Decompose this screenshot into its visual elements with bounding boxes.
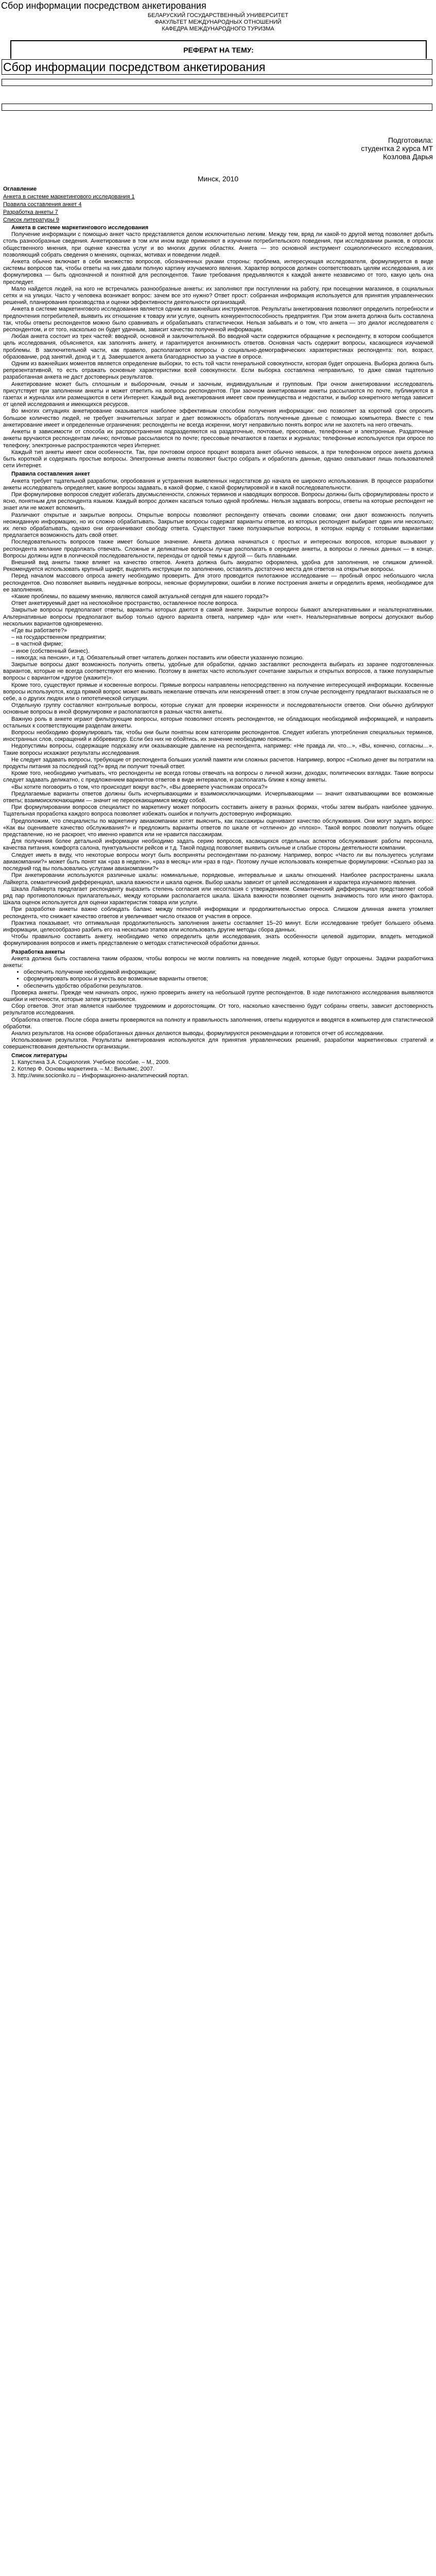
paragraph: Анкеты в зависимости от способа их распространения подразделяются на раздаточные, почтовые, прессовые, телефонные и электронные. Раздаточные анкеты вручаются респондентам лично; почтовые рассылаются по почте; прессовые печатаются в газетах и журналах; телефонные используются при опросе по телефону; электронные распространяются через Интернет. xyxy=(3,429,433,449)
list-item: • сформулировать вопросы и учесть все возможные варианты ответов; xyxy=(24,976,433,982)
paragraph: Ответ анкетируемый дает на неспокойное пространство, оставленное после вопроса. xyxy=(11,600,238,607)
paragraph: «Какие проблемы, по вашему мнению, являются самой актуальной сегодня для нашего города?» xyxy=(11,593,269,600)
paragraph: Любая анкета состоит из трех частей: вводной, основной и заключительной. Во вводной части содержится обращение к респонденту, в котором сообщается цель исследования, объясняется, как заполнять анкету, и гарантируется анонимность ответов. Основная часть содержит вопросы, касающиеся изучаемой проблемы. В заключительной части, как правило, располагаются вопросы о социально-демографических характеристиках респондента: пол, возраст, образование, род занятий, доход и т. д. Завершается анкета благодарностью за участие в опросе. xyxy=(3,333,433,360)
list-item: • обеспечить получение необходимой информации; xyxy=(24,969,433,976)
university-line: БЕЛАРУСКИЙ ГОСУДАРСТВЕННЫЙ УНИВЕРСИТЕТ xyxy=(147,12,289,19)
paragraph: Чтобы правильно составить анкету, необходимо четко определить цели исследования, знать особенности целевой аудитории, владеть методикой формулирования вопросов и иметь представление о методах статистической обработки данных. xyxy=(3,934,433,947)
paragraph: Анкета обычно включает в себя множество вопросов, обозначенных руками стороны: проблема, интересующая исследователя, формулируется в виде системы вопросов так, чтобы ответы на них давали полную картину изучаемого явления. Характер вопросов должен соответствовать целям исследования, а их формулировка — быть однозначной и понятной для респондентов. Такие требования предъявляются к каждой анкете независимо от того, какую цель она преследует. xyxy=(3,259,433,285)
university-header xyxy=(0,12,436,32)
paragraph: Внешний вид анкеты также влияет на качество ответов. Анкета должна быть аккуратно оформлена, удобна для заполнения, не слишком длинной. Рекомендуется использовать крупный шрифт, выделять инструкции по заполнению, оставлять достаточно места для ответов на открытые вопросы. xyxy=(3,559,433,573)
list-item: • обеспечить удобство обработки результатов. xyxy=(24,983,433,990)
frame-rule-bottom xyxy=(2,104,432,111)
paragraph: Проверка анкеты. Прежде чем начинать опрос, нужно проверить анкету на небольшой группе респондентов. В ходе пилотажного исследования выявляются ошибки и неточности, которые затем устраняются. xyxy=(3,989,433,1003)
paragraph: Закрытые вопросы дают возможность получить ответы, удобные для обработки, однако заставляют респондента выбирать из заранее подготовленных вариантов, которые не всегда соответствуют его мнению. Поэтому в анкетах часто используют сочетание закрытых и открытых вопросов, а также полузакрытые вопросы с вариантом «другое (укажите)». xyxy=(3,662,433,682)
paragraph: Сбор ответов. Этот этап является наиболее трудоемким и дорогостоящим. От того, насколько качественно будут собраны ответы, зависит достоверность результатов исследования. xyxy=(3,1003,433,1016)
paragraph: – иное (собственный бизнес). xyxy=(11,648,90,654)
paragraph: Вопросы необходимо формулировать так, чтобы они были понятны всем категориям респондентов. Следует избегать употребления специальных терминов, иностранных слов, сокращений и аббревиатур. Если без них не обойтись, их значение необходимо пояснить. xyxy=(3,730,433,743)
paragraph: Закрытые вопросы предполагают ответы, варианты которых даются в самой анкете. Закрытые вопросы бывают альтернативными и неальтернативными. Альтернативные вопросы предполагают выбор только одного варианта ответа, например «да» или «нет». Неальтернативные вопросы допускают выбор нескольких вариантов одновременно. xyxy=(3,607,433,627)
author-name: Козлова Дарья xyxy=(382,152,433,161)
paragraph: Обработка ответов. После сбора анкеты проверяются на полноту и правильность заполнения, ответы кодируются и вводятся в компьютер для статистической обработки. xyxy=(3,1016,433,1030)
city-year: Минск, 2010 xyxy=(197,175,239,183)
reference-item: 2. Котлер Ф. Основы маркетинга. – М.: Вильямс, 2007. xyxy=(11,1065,155,1072)
table-of-contents xyxy=(3,185,135,224)
paragraph: – на государственном предприятии; xyxy=(11,634,106,641)
paragraph: При анкетировании используются различные шкалы: номинальные, порядковые, интервальные и шкалы отношений. Наиболее распространены шкала Лайкерта, семантический дифференциал, шкала важности и шкала оценок. Выбор шкалы зависит от целей исследования и характера изучаемого явления. xyxy=(3,872,433,886)
paragraph: Во многих ситуациях анкетирование оказывается наиболее эффективным способом получения информации: оно позволяет за короткий срок опросить большое количество людей, не требует значительных затрат и дает возможность обработать полученные данные с помощью компьютера. Вместе с тем анкетирование имеет и определенные ограничения: респонденты не всегда искренни, могут неправильно понять вопрос или не захотеть на него отвечать. xyxy=(3,408,433,428)
paragraph: Анкета требует тщательной разработки, опробования и устранения выявленных недостатков до начала ее широкого использования. В процессе разработки анкеты исследователь определяет, какие вопросы задавать, в какой форме, с какой формулировкой и в какой последовательности. xyxy=(3,478,433,491)
author-group: студентка 2 курса МТ xyxy=(361,144,433,152)
toc-link[interactable]: Анкета в системе маркетингового исследования 1 xyxy=(3,194,135,200)
section-heading: Анкета в системе маркетингового исследования xyxy=(11,225,149,231)
paragraph: «Вы хотите поговорить о том, что происходит вокруг вас?», «Вы доверяете участникам опроса?» xyxy=(11,784,268,790)
paragraph: Каждый тип анкеты имеет свои особенности. Так, при почтовом опросе процент возврата анкет обычно невысок, а при телефонном опросе анкета должна быть короткой и содержать простые вопросы. Электронные анкеты позволяют быстро собрать и обработать данные, однако охватывают лишь пользователей сети Интернет. xyxy=(3,449,433,469)
paragraph: – никогда; на пенсии», и т.д. Обязательный ответ читатель должен поставить или обвести указанную позицию. xyxy=(11,654,304,661)
paragraph: Мало найдется людей, на кого не встречались разнообразные анкеты: их заполняют при поступлении на работу, при посещении магазинов, в социальных сетях и на улицах. Часто у человека возникает вопрос: зачем все это нужно? Ответ прост: собранная информация используется для принятия управленческих решений, планирования производства и оценки эффективности деятельности организаций. xyxy=(3,285,433,306)
paragraph: Использование результатов. Результаты анкетирования используются для принятия управленческих решений, разработки маркетинговых стратегий и совершенствования деятельности организации. xyxy=(3,1037,433,1050)
paragraph: Шкала Лайкерта предлагает респонденту выразить степень согласия или несогласия с утверждением. Семантический дифференциал представляет собой ряд пар противоположных прилагательных, между которыми располагается шкала. Шкала важности позволяет оценить значимость того или иного фактора. Шкала оценок используется для оценки характеристик товара или услуги. xyxy=(3,886,433,906)
department-line: КАФЕДРА МЕЖДУНАРОДНОГО ТУРИЗМА xyxy=(162,26,274,32)
paragraph: Анкетирование может быть сплошным и выборочным, очным и заочным, индивидуальным и групповым. При очном анкетировании исследователь присутствует при заполнении анкеты и может ответить на вопросы респондентов. При заочном анкетировании анкеты рассылаются по почте, публикуются в газетах и журналах или размещаются в сети Интернет. Каждый вид анкетирования имеет свои преимущества и недостатки, и выбор конкретного метода зависит от целей исследования и имеющихся ресурсов. xyxy=(3,381,433,408)
paragraph: Анализ результатов. На основе обработанных данных делаются выводы, формулируются рекомендации и готовится отчет об исследовании. xyxy=(11,1030,385,1037)
paragraph: Недопустимы вопросы, содержащие подсказку или оказывающие давление на респондента, например: «Не правда ли, что…», «Вы, конечно, согласны…». Такие вопросы искажают результаты исследования. xyxy=(3,743,433,756)
paragraph: Анкета в системе маркетингового исследования является одним из важнейших инструментов. Результаты анкетирования позволяют определить потребности и предпочтения потребителей, выявить их отношение к товару или услуге, оценить конкурентоспособность предприятия. При этом анкета должна быть составлена так, чтобы ответы респондентов можно было сравнивать и обрабатывать статистически. Нельзя забывать и о том, что анкета — это диалог исследователя с респондентом, и от того, насколько он будет удачным, зависит качество полученной информации. xyxy=(3,306,433,333)
paragraph: При разработке анкеты важно соблюдать баланс между полнотой информации и продолжительностью опроса. Слишком длинная анкета утомляет респондента, что снижает качество ответов и увеличивает число отказов от участия в опросе. xyxy=(3,906,433,920)
paragraph: Предлагаемые варианты ответов должны быть исчерпывающими и взаимоисключающими. Исчерпывающими — значит охватывающими все возможные ответы; взаимоисключающими — значит не пересекающимися между собой. xyxy=(3,790,433,804)
paragraph: Отдельную группу составляют контрольные вопросы, которые служат для проверки искренности и последовательности ответов. Они обычно дублируют основные вопросы в иной формулировке и располагаются в разных частях анкеты. xyxy=(3,702,433,716)
paragraph: Кроме того, существуют прямые и косвенные вопросы. Прямые вопросы направлены непосредственно на получение интересующей информации. Косвенные вопросы используются, когда прямой вопрос может вызвать нежелание отвечать или неискренний ответ: в этом случае респонденту предлагают высказаться не о себе, а о других людях или о гипотетической ситуации. xyxy=(3,682,433,702)
toc-link[interactable]: Список литературы 9 xyxy=(3,217,59,223)
essay-topic: Сбор информации посредством анкетирования xyxy=(2,59,432,75)
paragraph: При формулировке вопросов следует избегать двусмысленности, сложных терминов и наводящих вопросов. Вопросы должны быть сформулированы просто и ясно, понятным для респондента языком. Каждый вопрос должен касаться только одной проблемы. Нельзя задавать вопросы, ответы на которые респондент не знает или не может вспомнить. xyxy=(3,491,433,512)
document-title: Сбор информации посредством анкетирования xyxy=(1,1,206,11)
section-heading: Разработка анкеты xyxy=(11,948,65,955)
reference-item: 1. Капустина З.А. Социология. Учебное пособие. – М., 2009. xyxy=(11,1059,170,1065)
paragraph: Для получения более детальной информации необходимо задать серию вопросов, касающихся отдельных аспектов обслуживания: работы персонала, качества питания, комфорта салона, пунктуальности рейсов и т.д. Такой подход позволяет выявить сильные и слабые стороны деятельности компании. xyxy=(3,838,433,852)
bullet-list xyxy=(3,969,433,990)
faculty-line: ФАКУЛЬТЕТ МЕЖДУНАРОДНЫХ ОТНОШЕНИЙ xyxy=(154,19,282,25)
paragraph: При формулировании вопросов специалист по маркетингу может попросить составить анкету в разных формах, чтобы затем выбрать наиболее удачную. Тщательная проработка каждого вопроса позволяет избежать ошибок и получить достоверную информацию. xyxy=(3,804,433,818)
paragraph: Одним из важнейших моментов является определение выборки, то есть той части генеральной совокупности, которая будет опрошена. Выборка должна быть репрезентативной, то есть отражать основные характеристики всей совокупности. Если выборка составлена неправильно, то даже самая тщательно разработанная анкета не даст достоверных результатов. xyxy=(3,361,433,381)
frame-rule-top xyxy=(2,79,432,86)
reference-item: 3. http://www.socioniko.ru – Информационно-аналитический портал. xyxy=(11,1073,189,1079)
paragraph: Получение информации с помощью анкет часто представляется делом исключительно легким. Между тем, вряд ли какой-то другой метод позволяет добыть столь разнообразные сведения. Анкетирование в том или ином виде применяют в изучении потребительского поведения, при исследовании рынков, в опросах общественного мнения, при оценке качества услуг и во многих других областях. Анкета — это основной инструмент социологического исследования, позволяющий собрать сведения о мнениях, оценках, мотивах и поведении людей. xyxy=(3,231,433,258)
toc-heading: Оглавление xyxy=(3,186,37,192)
toc-link[interactable]: Правила составления анкет 4 xyxy=(3,201,82,208)
toc-link[interactable]: Разработка анкеты 7 xyxy=(3,209,58,215)
author-block xyxy=(361,136,433,161)
paragraph: Важную роль в анкете играют фильтрующие вопросы, которые позволяют отсеять респондентов, не обладающих необходимой информацией, и направить остальных к соответствующим разделам анкеты. xyxy=(3,716,433,729)
essay-label: РЕФЕРАТ НА ТЕМУ: xyxy=(10,40,427,59)
paragraph: Различают открытые и закрытые вопросы. Открытые вопросы позволяют респонденту отвечать своими словами; они дают возможность получить неожиданную информацию, но их сложно обрабатывать. Закрытые вопросы содержат варианты ответов, из которых респондент выбирает один или несколько; их легко обрабатывать, однако они ограничивают свободу ответа. Существуют также полузакрытые вопросы, в которых наряду с готовыми вариантами предлагается возможность дать свой ответ. xyxy=(3,512,433,539)
paragraph: Практика показывает, что оптимальная продолжительность заполнения анкеты составляет 15–20 минут. Если исследование требует большего объема информации, целесообразно разбить его на несколько этапов или использовать другие методы сбора данных. xyxy=(3,920,433,933)
paragraph: Предположим, что специалисты по маркетингу авиакомпании хотят выяснить, как пассажиры оценивают качество обслуживания. Они могут задать вопрос: «Как вы оцениваете качество обслуживания?» и предложить варианты ответов по шкале от «отлично» до «плохо». Такой вопрос позволит получить общее представление, но не раскроет, что именно нравится или не нравится пассажирам. xyxy=(3,818,433,838)
paragraph: Следует иметь в виду, что некоторые вопросы могут быть восприняты респондентами по-разному. Например, вопрос «Часто ли вы пользуетесь услугами авиакомпании?» может быть понят как «раз в неделю», «раз в месяц» или «раз в год». Поэтому лучше использовать конкретные формулировки: «Сколько раз за последний год вы пользовались услугами авиакомпании?» xyxy=(3,852,433,872)
section-heading: Правила составления анкет xyxy=(11,471,90,478)
paragraph: Кроме того, необходимо учитывать, что респонденты не всегда готовы отвечать на вопросы о личной жизни, доходах, политических взглядах. Такие вопросы следует задавать деликатно, с предложением вариантов ответов в виде интервалов, и располагать ближе к концу анкеты. xyxy=(3,770,433,784)
author-role: Подготовила: xyxy=(388,136,433,144)
paragraph: Перед началом массового опроса анкету необходимо проверить. Для этого проводится пилотажное исследование — пробный опрос небольшого числа респондентов. Оно позволяет выявить неудачные вопросы, неясные формулировки, ошибки в логике построения анкеты и определить время, необходимое для ее заполнения. xyxy=(3,573,433,593)
document-body xyxy=(3,223,433,1079)
section-heading: Список литературы xyxy=(11,1052,67,1059)
paragraph: – в частной фирме; xyxy=(11,641,63,648)
paragraph: Не следует задавать вопросы, требующие от респондента больших усилий памяти или сложных расчетов. Например, вопрос «Сколько денег вы потратили на продукты питания за последний год?» вряд ли получит точный ответ. xyxy=(3,756,433,770)
paragraph: «Где вы работаете?» xyxy=(11,627,67,634)
paragraph: Последовательность вопросов также имеет большое значение. Анкета должна начинаться с простых и интересных вопросов, которые вызывают у респондента желание продолжать отвечать. Сложные и деликатные вопросы лучше располагать в середине анкеты, а вопросы о личных данных — в конце. Вопросы должны идти в логической последовательности, переходы от одной темы к другой — быть плавными. xyxy=(3,539,433,559)
paragraph: Анкета должна быть составлена таким образом, чтобы вопросы не могли повлиять на поведение людей, которые будут опрошены. Задачи разработчика анкеты: xyxy=(3,955,433,969)
